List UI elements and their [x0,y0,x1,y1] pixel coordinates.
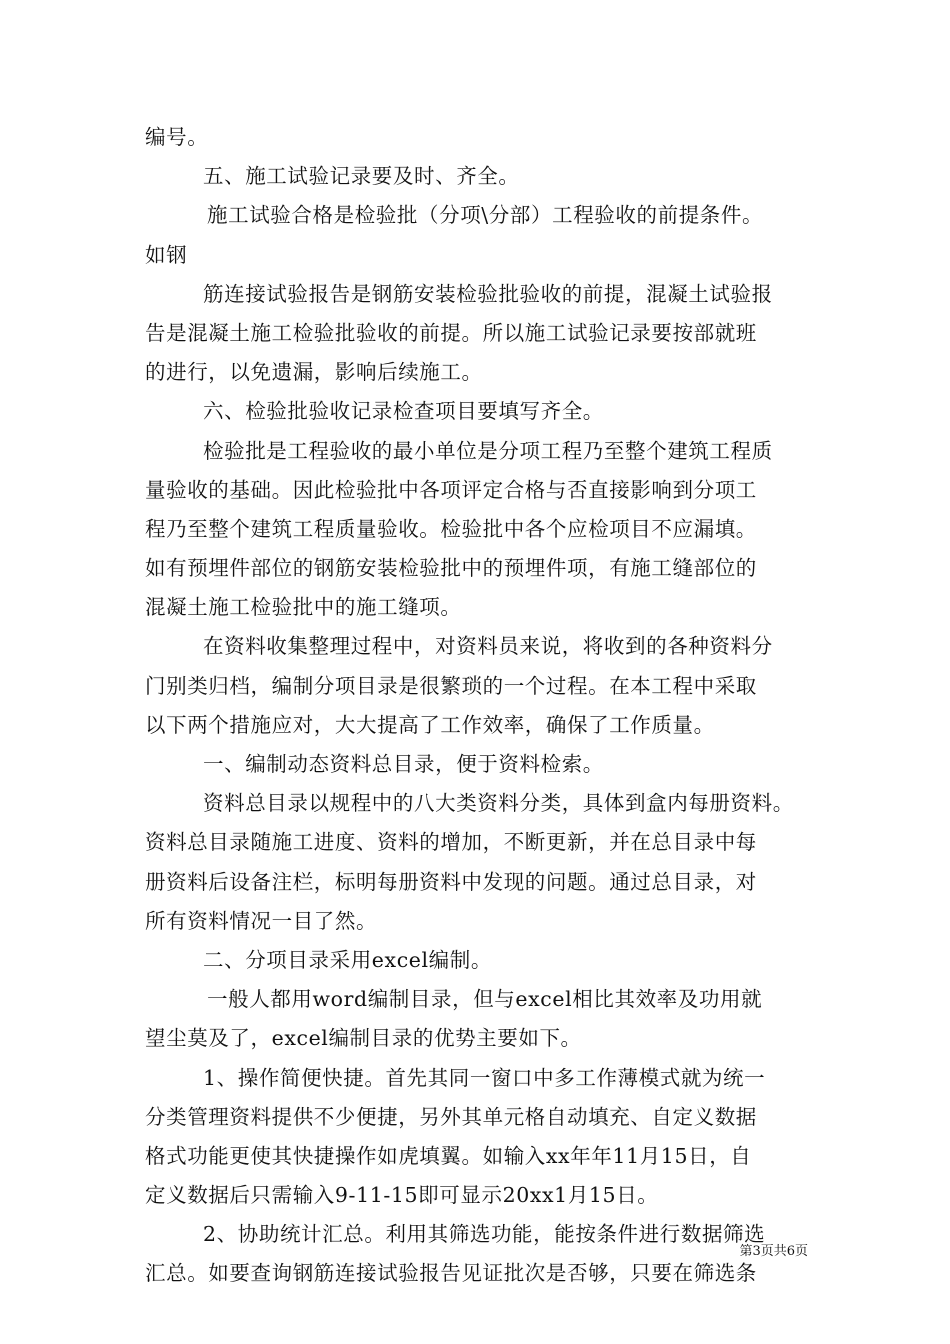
text-line: 2、协助统计汇总。利用其筛选功能，能按条件进行数据筛选 [203,1222,766,1247]
text-line: 分类管理资料提供不少便捷，另外其单元格自动填充、自定义数据 [145,1104,757,1129]
text-line: 门别类归档，编制分项目录是很繁琐的一个过程。在本工程中采取 [145,673,757,698]
text-line: 检验批是工程验收的最小单位是分项工程乃至整个建筑工程质 [203,438,773,463]
text-line: 编号。 [145,125,209,149]
text-line: 望尘莫及了，excel编制目录的优势主要如下。 [145,1026,582,1051]
text-line: 1、操作简便快捷。首先其同一窗口中多工作薄模式就为统一 [203,1065,766,1090]
section-heading: 一、编制动态资料总目录，便于资料检索。 [203,752,604,776]
text-line: 如有预埋件部位的钢筋安装检验批中的预埋件项，有施工缝部位的 [145,556,757,581]
text-line: 格式功能更使其快捷操作如虎填翼。如输入xx年年11月15日，自 [145,1143,752,1168]
text-line: 定义数据后只需输入9-11-15即可显示20xx1月15日。 [145,1183,659,1208]
section-heading: 五、施工试验记录要及时、齐全。 [203,164,520,189]
text-line: 汇总。如要查询钢筋连接试验报告见证批次是否够，只要在筛选条 [145,1261,757,1286]
text-line: 量验收的基础。因此检验批中各项评定合格与否直接影响到分项工 [145,477,757,502]
page-number: 第3页共6页 [739,1244,808,1259]
text-line: 混凝土施工检验批中的施工缝项。 [145,595,462,620]
text-line: 程乃至整个建筑工程质量验收。检验批中各个应检项目不应漏填。 [145,516,757,541]
text-line: 筋连接试验报告是钢筋安装检验批验收的前提，混凝土试验报 [203,281,773,306]
text-line: 册资料后设备注栏，标明每册资料中发现的问题。通过总目录，对 [145,869,757,894]
text-line: 一般人都用word编制目录，但与excel相比其效率及功用就 [207,987,763,1012]
text-line: 在资料收集整理过程中，对资料员来说，将收到的各种资料分 [203,634,773,659]
text-line: 施工试验合格是检验批（分项\分部）工程验收的前提条件。 [207,203,764,228]
text-line: 告是混凝土施工检验批验收的前提。所以施工试验记录要按部就班 [145,320,757,345]
document-body [145,118,815,1294]
text-line: 资料总目录随施工进度、资料的增加，不断更新，并在总目录中每 [145,830,757,855]
text-line: 资料总目录以规程中的八大类资料分类，具体到盒内每册资料。 [203,791,794,816]
text-line: 的进行，以免遗漏，影响后续施工。 [145,360,483,385]
text-line: 所有资料情况一目了然。 [145,908,378,933]
section-heading: 二、分项目录采用excel编制。 [203,947,492,972]
text-line: 以下两个措施应对，大大提高了工作效率，确保了工作质量。 [145,712,715,737]
section-heading: 六、检验批验收记录检查项目要填写齐全。 [203,399,604,424]
text-line: 如钢 [145,242,188,267]
